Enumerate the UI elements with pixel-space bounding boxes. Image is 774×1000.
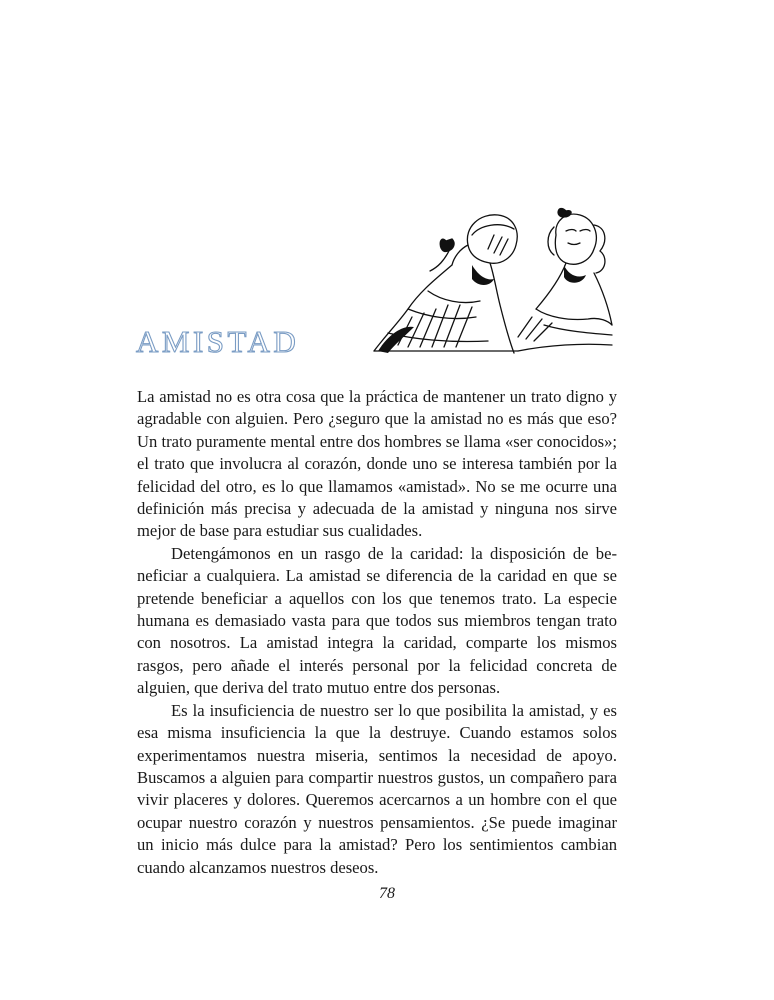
paragraph-1: La amistad no es otra cosa que la práctica de mantener un trato digno y agradable con alguien. Pero ¿seguro que la amistad no es más que eso? Un trato puramente mental entre dos hombres se llama «ser conocidos»; el trato que involucra al corazón, donde uno se interesa también por la felicidad del otro, es lo que llamamos «amistad». No se me ocurre una definición más precisa y adecuada de la amistad y ninguna nos sirve mejor de base para estudiar sus cualidades. (137, 387, 617, 541)
paragraph-2: Detengámonos en un rasgo de la caridad: la disposición de beneficiar a cualquiera. La amistad se diferencia de la caridad en que se pretende beneficiar a aquellos con los que tenemos trato. La especie humana es demasiado vasta para que todos sus miembros tengan trato con nosotros. La amistad integra la caridad, comparte los mismos rasgos, pero añade el interés personal por la felicidad concreta de alguien, que deriva del trato mutuo entre dos personas. (137, 543, 617, 698)
chapter-body (137, 386, 617, 879)
paragraph-3: Es la insuficiencia de nuestro ser lo que posibilita la amistad, y es esa misma insuficiencia la que la destruye. Cuando estamos solos experimentamos nuestra miseria, sentimos la necesidad de apoyo. Buscamos a alguien para compartir nuestros gustos, un compañero para vivir placeres y dolores. Queremos acercarnos a un hombre con el que ocupar nuestro corazón y nuestros pensamientos. ¿Se puede imaginar un inicio más dulce para la amistad? Pero los sentimientos cambian cuando alcanzamos nuestros deseos. (137, 700, 617, 877)
page-number: 78 (379, 885, 395, 902)
chapter-title: AMISTAD (136, 324, 300, 359)
two-children-engraving-icon (368, 205, 616, 357)
